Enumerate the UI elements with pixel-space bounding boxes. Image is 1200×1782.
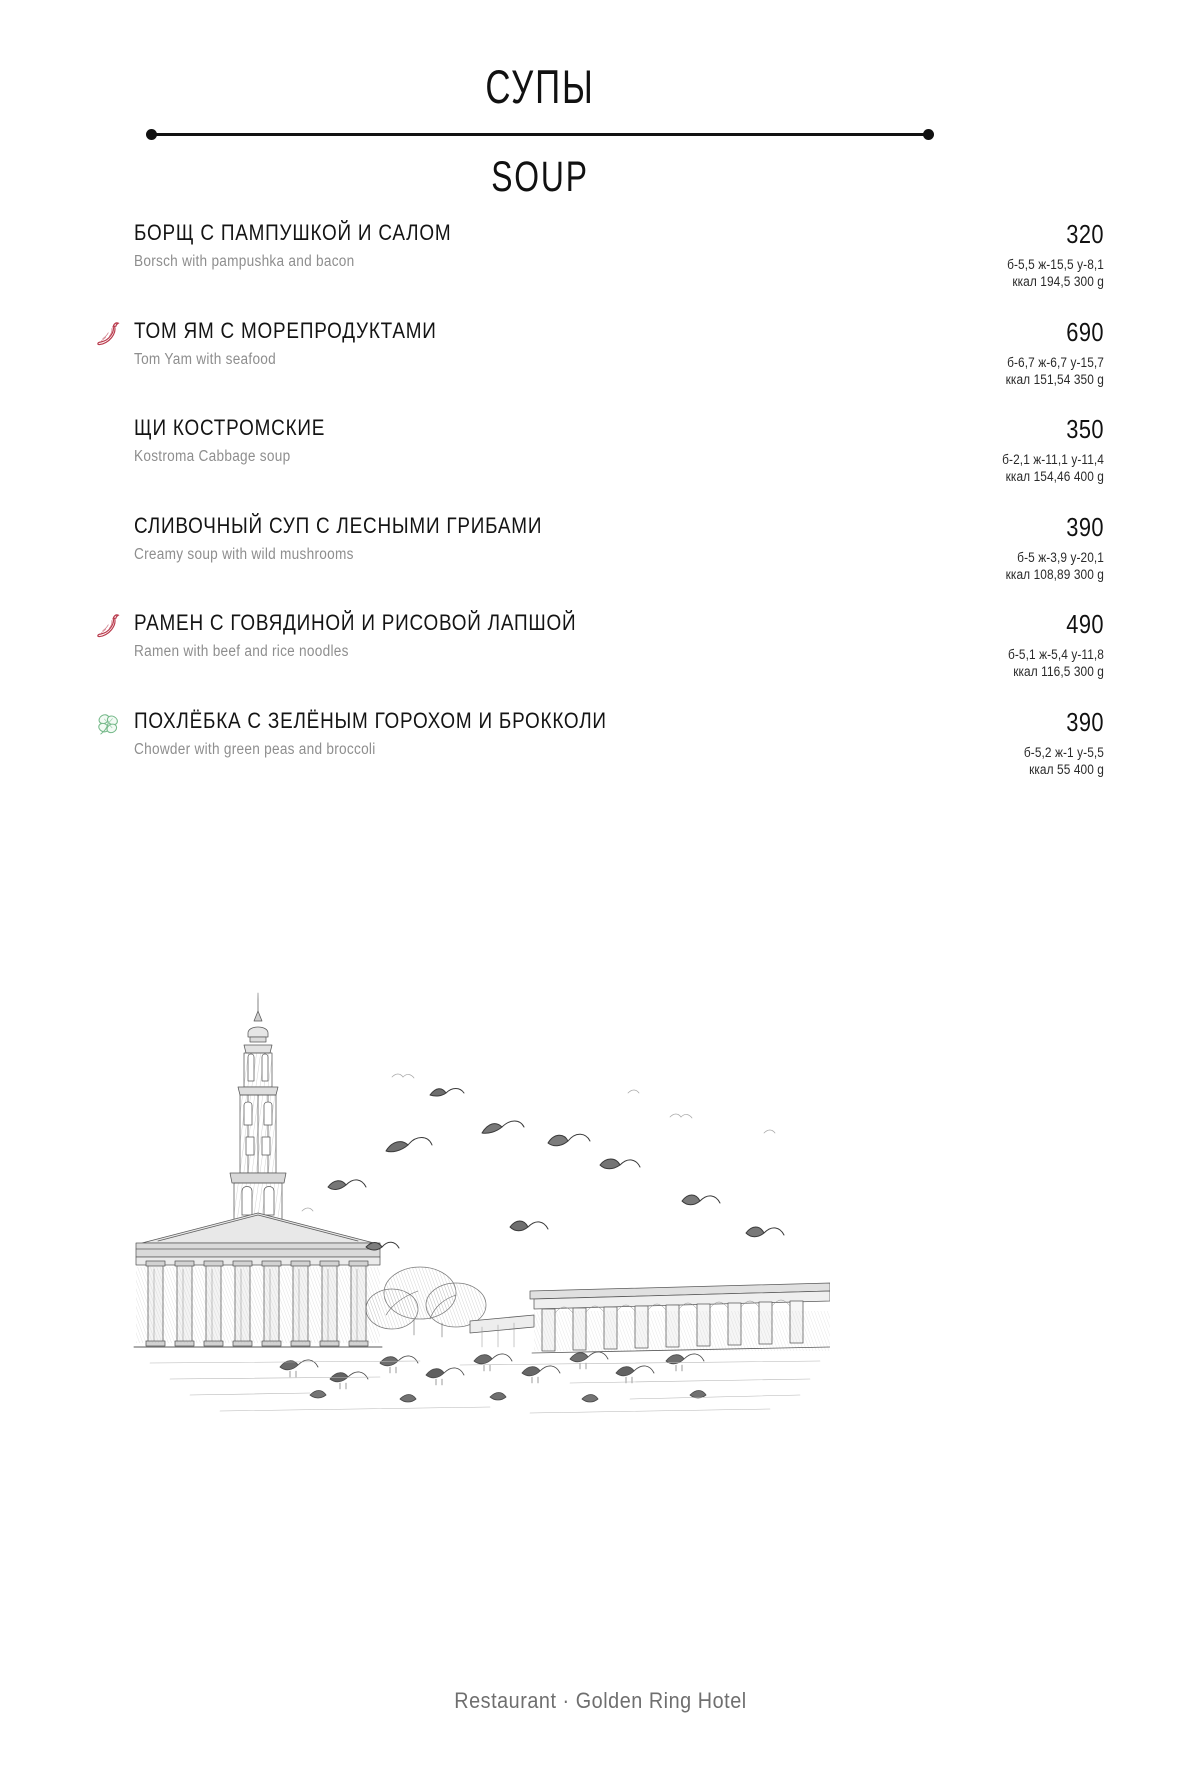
menu-item: [96, 416, 1104, 486]
menu-item: [96, 221, 1104, 291]
header-divider: [150, 127, 930, 141]
menu-item-macros: б-6,7 ж-6,7 у-15,7: [1007, 354, 1104, 370]
menu-item-meta: [904, 316, 1104, 389]
menu-item-name-ru: СЛИВОЧНЫЙ СУП С ЛЕСНЫМИ ГРИБАМИ: [134, 512, 543, 538]
menu-item-text: [96, 221, 904, 270]
menu-item-price: 690: [1066, 316, 1104, 347]
menu-item-meta: [904, 221, 1104, 291]
page-footer: [0, 1688, 1200, 1714]
menu-item-meta: [904, 416, 1104, 486]
menu-item-macros: б-5,5 ж-15,5 у-8,1: [1007, 257, 1104, 272]
menu-item-nutrition: [928, 646, 1104, 681]
chili-pepper-icon: [92, 612, 126, 642]
menu-item-name-ru: БОРЩ С ПАМПУШКОЙ И САЛОМ: [134, 220, 452, 245]
menu-item-name-en: Kostroma Cabbage soup: [134, 448, 291, 466]
menu-item-macros: б-5 ж-3,9 у-20,1: [1017, 549, 1104, 565]
menu-item-energy: ккал 151,54 350 g: [1005, 371, 1104, 387]
menu-item-nutrition: [928, 354, 1104, 389]
menu-item: [96, 706, 1104, 779]
menu-item-price: 490: [1066, 609, 1104, 640]
menu-item-text: [96, 416, 904, 465]
menu-item-text: [96, 709, 904, 758]
menu-item-name-en: Creamy soup with wild mushrooms: [134, 545, 354, 563]
menu-item-macros: б-2,1 ж-11,1 у-11,4: [1002, 452, 1104, 468]
divider-line: [150, 133, 930, 135]
chili-pepper-icon: [92, 320, 126, 350]
menu-item-price: 320: [1066, 219, 1104, 249]
menu-item-name-en: Borsch with pampushka and bacon: [134, 253, 355, 271]
page-title-ru: СУПЫ: [485, 60, 595, 113]
menu-item: [96, 511, 1104, 584]
town-square-sketch-illustration: [130, 975, 830, 1425]
menu-item-price: 350: [1066, 414, 1104, 445]
menu-item-name-ru: ЩИ КОСТРОМСКИЕ: [134, 415, 326, 441]
menu-item-name-en: Chowder with green peas and broccoli: [134, 740, 376, 758]
menu-item-energy: ккал 116,5 300 g: [1013, 664, 1104, 680]
menu-item-nutrition: [928, 451, 1104, 486]
menu-item-text: [96, 611, 904, 660]
menu-item-text: [96, 319, 904, 368]
page-title-en: SOUP: [491, 153, 589, 202]
menu-item-text: [96, 514, 904, 563]
footer-text: Restaurant · Golden Ring Hotel: [453, 1688, 747, 1713]
menu-item: [96, 611, 1104, 681]
divider-dot-left: [146, 129, 157, 140]
divider-dot-right: [923, 129, 934, 140]
menu-item-nutrition: [928, 256, 1104, 291]
menu-item: [96, 316, 1104, 389]
menu-item-energy: ккал 154,46 400 g: [1005, 469, 1104, 485]
menu-item-price: 390: [1066, 706, 1104, 737]
menu-item-energy: ккал 55 400 g: [1029, 761, 1104, 777]
menu-item-macros: б-5,1 ж-5,4 у-11,8: [1007, 647, 1104, 663]
menu-item-price: 390: [1066, 511, 1104, 542]
menu-list: [96, 221, 1104, 778]
menu-item-name-ru: ПОХЛЁБКА С ЗЕЛЁНЫМ ГОРОХОМ И БРОККОЛИ: [134, 707, 607, 733]
page-header: [150, 62, 930, 200]
menu-item-name-ru: ТОМ ЯМ С МОРЕПРОДУКТАМИ: [134, 317, 437, 343]
menu-item-nutrition: [928, 744, 1104, 779]
menu-item-name-en: Tom Yam with seafood: [134, 350, 277, 368]
menu-item-energy: ккал 194,5 300 g: [1012, 274, 1104, 290]
menu-item-macros: б-5,2 ж-1 у-5,5: [1023, 744, 1104, 760]
menu-item-name-en: Ramen with beef and rice noodles: [134, 643, 349, 661]
menu-item-meta: [904, 511, 1104, 584]
vegan-clover-icon: [92, 710, 126, 740]
menu-item-name-ru: РАМЕН С ГОВЯДИНОЙ И РИСОВОЙ ЛАПШОЙ: [134, 610, 577, 636]
menu-item-meta: [904, 611, 1104, 681]
menu-item-energy: ккал 108,89 300 g: [1005, 566, 1104, 582]
menu-item-nutrition: [928, 549, 1104, 584]
menu-item-meta: [904, 706, 1104, 779]
